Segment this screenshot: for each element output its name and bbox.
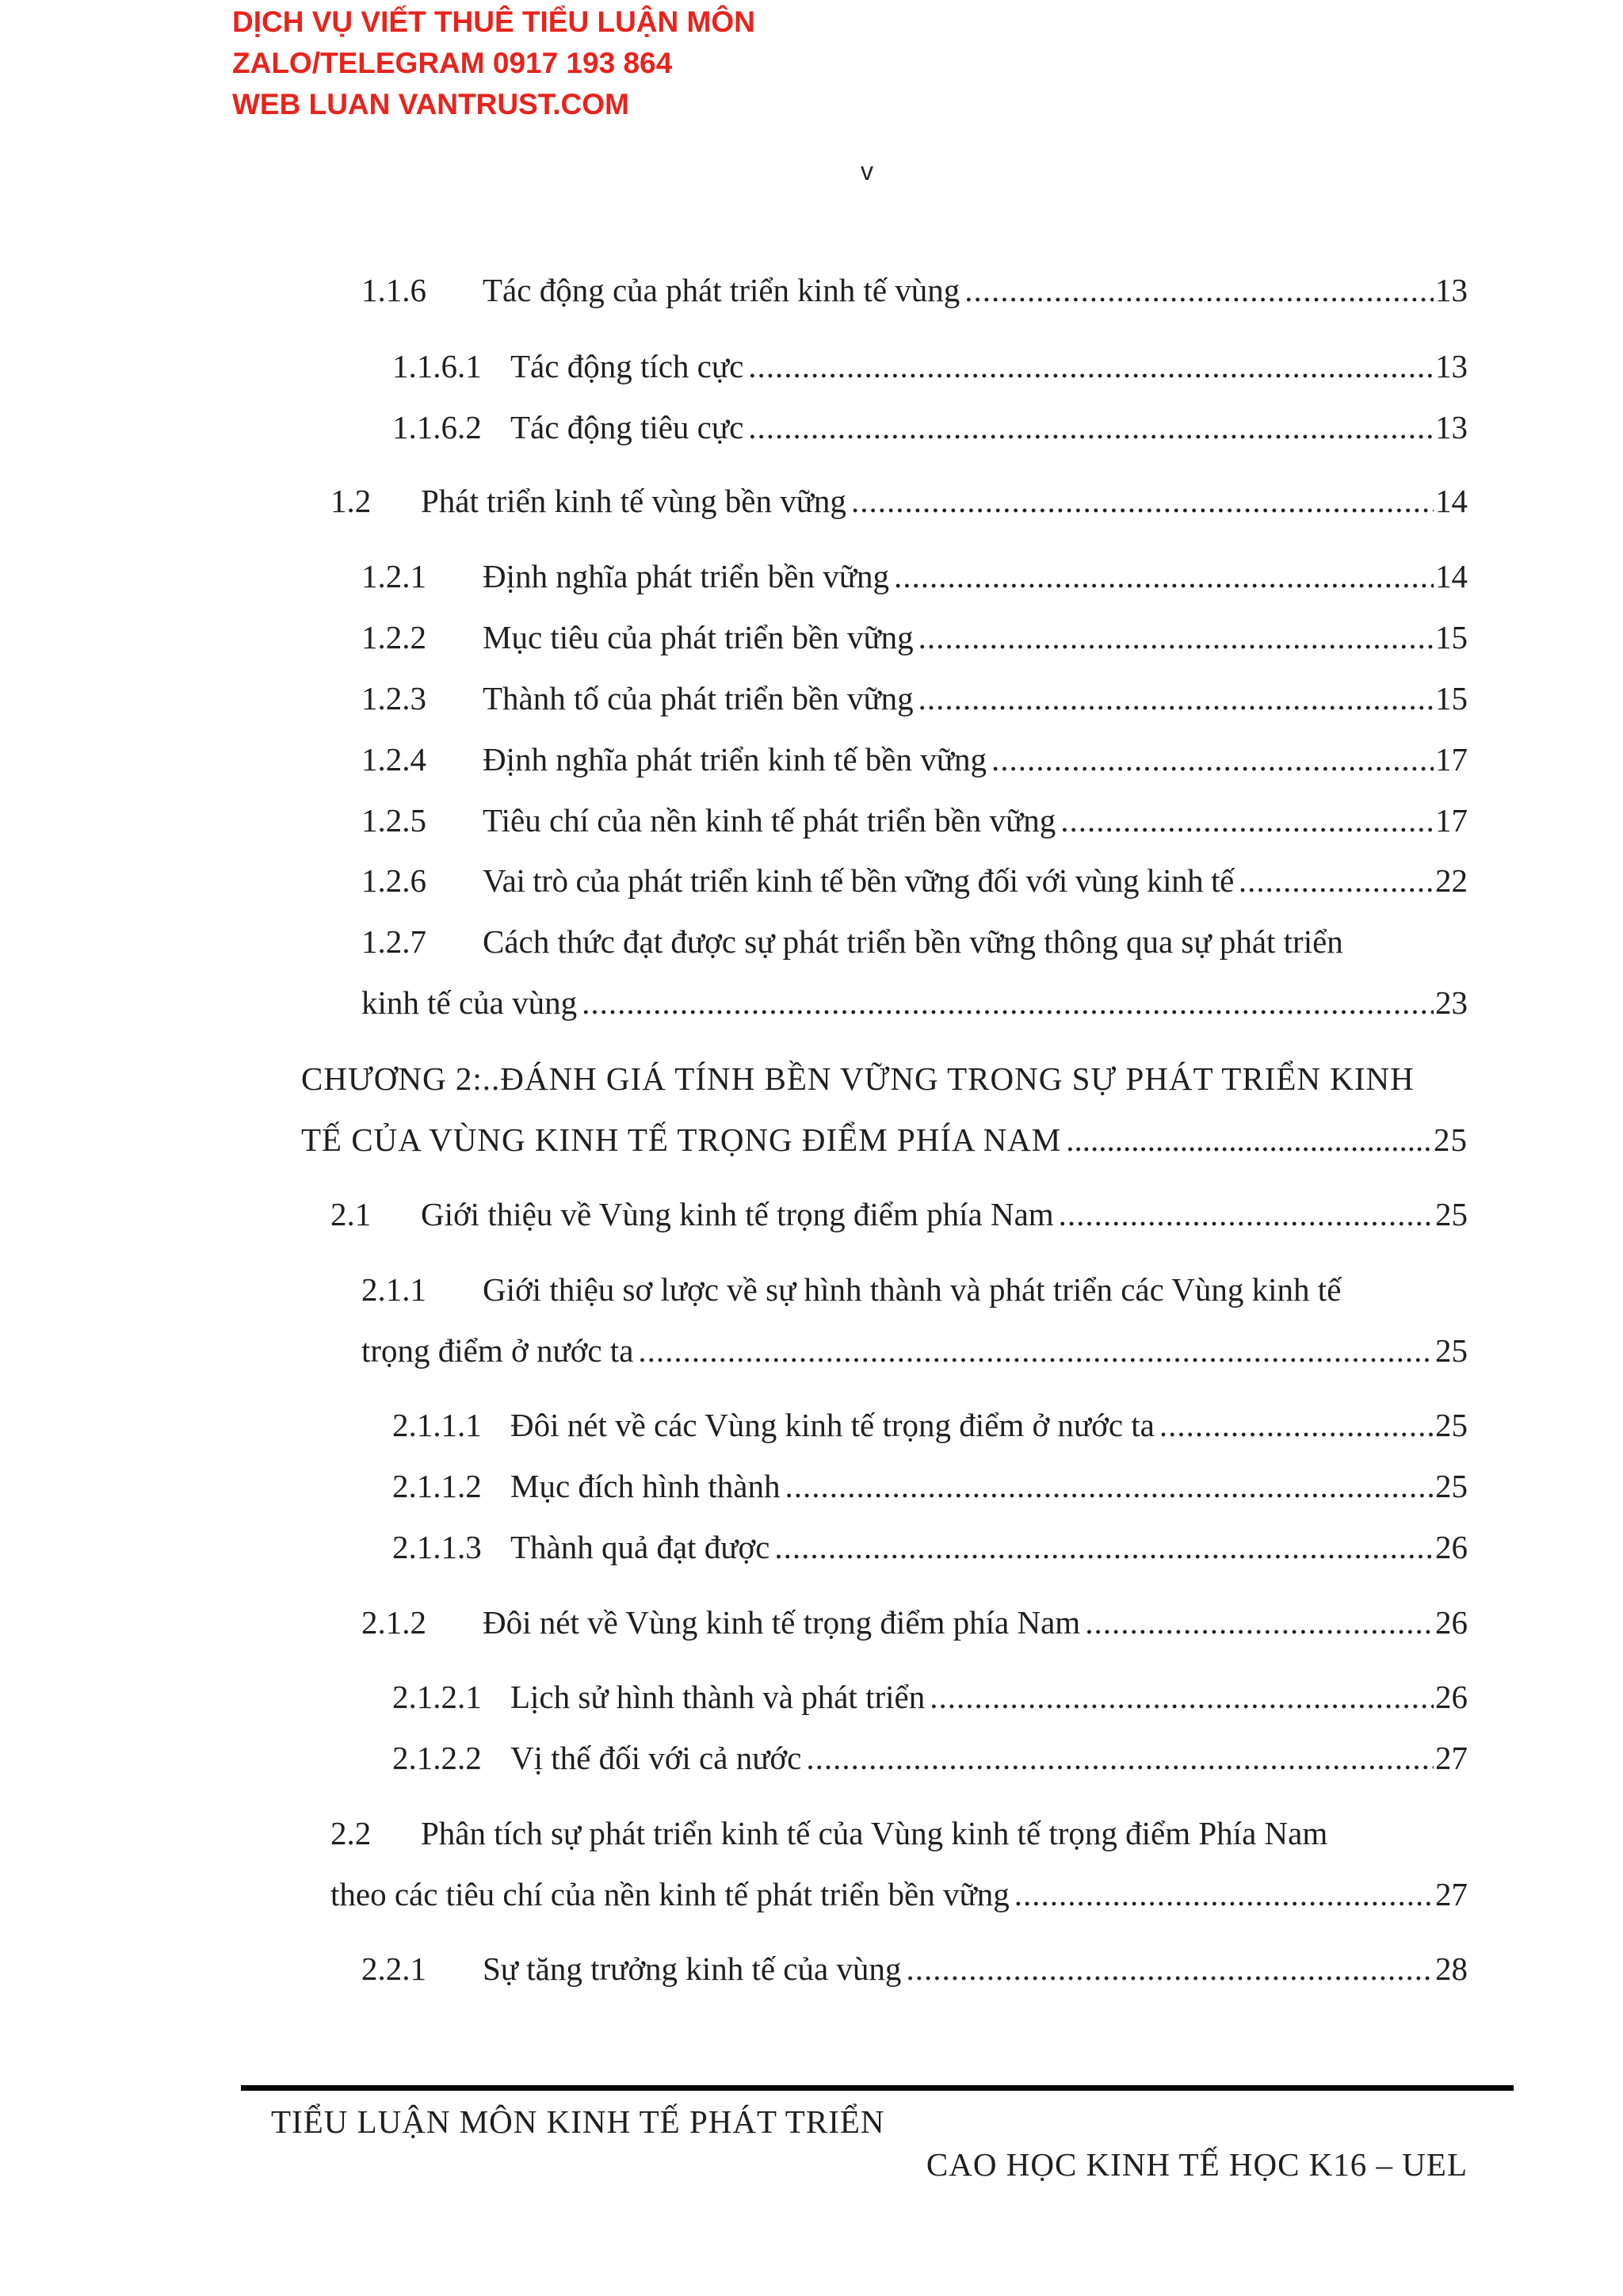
toc-number: 1.2.3 (361, 680, 426, 716)
toc-leader (806, 1742, 1434, 1775)
toc-entry-1-2-4[interactable] (361, 743, 1468, 776)
toc-number: 1.2.7 (361, 923, 426, 960)
toc-number: 1.1.6.2 (392, 409, 482, 445)
toc-entry-1-2-2[interactable] (361, 621, 1468, 654)
toc-number: 1.2.4 (361, 741, 426, 777)
toc-leader (1059, 1198, 1434, 1231)
toc-leader (774, 1531, 1434, 1564)
watermark-line-3: WEB LUAN VANTRUST.COM (232, 88, 629, 120)
toc-entry-2-1-1-3[interactable] (392, 1531, 1468, 1564)
toc-entry-2-2-1[interactable] (361, 1950, 1468, 1987)
toc-leader (906, 1953, 1434, 1985)
footer-rule (241, 2085, 1514, 2091)
watermark (232, 2, 755, 125)
toc-leader (964, 274, 1434, 307)
toc-title: Đôi nét về Vùng kinh tế trọng điểm phía Nam (483, 1604, 1081, 1641)
toc-page: 13 (1435, 409, 1468, 445)
watermark-line-1: DỊCH VỤ VIẾT THUÊ TIỂU LUẬN MÔN (232, 6, 755, 38)
toc-title-continued: theo các tiêu chí của nền kinh tế phát triển bền vững (330, 1876, 1010, 1912)
toc-title: Mục tiêu của phát triển bền vững (483, 619, 914, 655)
toc-page: 14 (1435, 483, 1468, 519)
toc-page: 28 (1435, 1950, 1468, 1987)
toc-page: 25 (1434, 1121, 1468, 1158)
toc-title: Đôi nét về các Vùng kinh tế trọng điểm ở nước ta (510, 1407, 1155, 1443)
toc-title: Tiêu chí của nền kinh tế phát triển bền vững (483, 802, 1056, 839)
toc-leader (1159, 1409, 1434, 1442)
toc-entry-1-2-7-line-2[interactable] (361, 984, 1468, 1021)
toc-entry-1-2-1[interactable] (361, 560, 1468, 593)
toc-leader (1085, 1606, 1434, 1639)
toc-entry-2-1-2-2[interactable] (392, 1742, 1468, 1775)
toc-leader (918, 682, 1434, 715)
toc-entry-1-1-6-2[interactable] (392, 411, 1468, 444)
toc-number: 2.1.1.3 (392, 1529, 482, 1565)
toc-title-continued: kinh tế của vùng (361, 984, 578, 1021)
toc-page: 17 (1435, 741, 1468, 777)
toc-number: 1.1.6 (361, 272, 426, 308)
toc-number: 1.2.5 (361, 802, 426, 839)
toc-title: Định nghĩa phát triển kinh tế bền vững (483, 741, 987, 777)
toc-entry-1-2-7-line-1[interactable] (361, 923, 1343, 960)
toc-entry-2-2-line-1[interactable] (330, 1817, 1327, 1850)
toc-page: 27 (1435, 1740, 1468, 1776)
toc-number: 2.2 (330, 1815, 372, 1851)
toc-title: Định nghĩa phát triển bền vững (483, 558, 889, 594)
toc-entry-2-1-1-2[interactable] (392, 1470, 1468, 1503)
toc-number: 2.1 (330, 1196, 372, 1232)
toc-page: 15 (1435, 680, 1468, 716)
toc-title: Phát triển kinh tế vùng bền vững (421, 483, 846, 519)
toc-title: ..ĐÁNH GIÁ TÍNH BỀN VỮNG TRONG SỰ PHÁT TRIỂN KINH (482, 1060, 1415, 1097)
toc-entry-2-1-2-1[interactable] (392, 1681, 1468, 1713)
toc-number: 2.1.2.1 (392, 1679, 482, 1715)
toc-page: 26 (1435, 1679, 1468, 1715)
toc-entry-2-1-1-1[interactable] (392, 1409, 1468, 1442)
toc-entry-2-1[interactable] (330, 1198, 1468, 1231)
toc-title-continued: trọng điểm ở nước ta (361, 1332, 634, 1369)
toc-page: 14 (1435, 558, 1468, 594)
toc-leader (930, 1681, 1434, 1713)
toc-chapter-number: CHƯƠNG 2: (301, 1060, 483, 1097)
toc-leader (851, 485, 1434, 518)
watermark-line-2: ZALO/TELEGRAM 0917 193 864 (232, 47, 673, 79)
toc-page: 23 (1435, 984, 1468, 1021)
toc-title: Thành tố của phát triển bền vững (483, 680, 914, 716)
toc-page: 22 (1435, 862, 1468, 899)
toc-number: 1.1.6.1 (392, 348, 482, 384)
toc-entry-1-1-6[interactable] (361, 274, 1468, 307)
toc-title: Mục đích hình thành (510, 1468, 781, 1504)
toc-title: Phân tích sự phát triển kinh tế của Vùng kinh tế trọng điểm Phía Nam (421, 1815, 1328, 1851)
toc-number: 2.1.1.2 (392, 1468, 482, 1504)
toc-entry-2-1-1-line-2[interactable] (361, 1332, 1468, 1369)
toc-number: 2.1.2 (361, 1604, 426, 1641)
footer-program: CAO HỌC KINH TẾ HỌC K16 – UEL (926, 2146, 1468, 2183)
toc-leader (748, 350, 1434, 383)
toc-title: Giới thiệu về Vùng kinh tế trọng điểm phía Nam (421, 1196, 1054, 1232)
toc-title-continued: TẾ CỦA VÙNG KINH TẾ TRỌNG ĐIỂM PHÍA NAM (301, 1121, 1062, 1158)
toc-page: 25 (1435, 1468, 1468, 1504)
toc-leader (918, 621, 1434, 654)
toc-leader (894, 560, 1434, 593)
toc-number: 2.1.1.1 (392, 1407, 482, 1443)
toc-page: 13 (1435, 272, 1468, 308)
toc-number: 1.2.2 (361, 619, 426, 655)
toc-title: Cách thức đạt được sự phát triển bền vững thông qua sự phát triển (483, 923, 1343, 960)
toc-leader (582, 987, 1434, 1019)
footer-course-title: TIỂU LUẬN MÔN KINH TẾ PHÁT TRIỂN (271, 2103, 885, 2140)
toc-page: 25 (1435, 1196, 1468, 1232)
toc-leader (1060, 804, 1434, 837)
toc-page: 25 (1435, 1332, 1468, 1369)
toc-entry-1-2-3[interactable] (361, 682, 1468, 715)
toc-leader (991, 743, 1434, 776)
toc-leader (638, 1335, 1434, 1367)
toc-entry-1-2[interactable] (330, 485, 1468, 518)
toc-title: Sự tăng trưởng kinh tế của vùng (483, 1950, 902, 1987)
toc-title: Tác động tiêu cực (510, 409, 744, 445)
toc-leader (1066, 1124, 1432, 1156)
toc-chapter-2-line-1[interactable] (301, 1060, 1415, 1097)
toc-title: Giới thiệu sơ lược về sự hình thành và phát triển các Vùng kinh tế (483, 1271, 1342, 1308)
toc-page: 25 (1435, 1407, 1468, 1443)
toc-entry-2-1-2[interactable] (361, 1606, 1468, 1639)
toc-number: 2.1.1 (361, 1271, 426, 1308)
toc-entry-1-2-6[interactable] (361, 862, 1468, 899)
toc-leader (1014, 1878, 1434, 1911)
toc-number: 1.2.6 (361, 862, 426, 899)
toc-title: Thành quả đạt được (510, 1529, 770, 1565)
toc-entry-1-1-6-1[interactable] (392, 350, 1468, 383)
page-number: v (861, 157, 873, 185)
toc-page: 15 (1435, 619, 1468, 655)
toc-entry-2-1-1-line-1[interactable] (361, 1271, 1342, 1308)
toc-title: Lịch sử hình thành và phát triển (510, 1679, 926, 1715)
toc-number: 2.1.2.2 (392, 1740, 482, 1776)
toc-page: 17 (1435, 802, 1468, 839)
toc-number: 1.2 (330, 483, 372, 519)
toc-title: Vị thế đối với cả nước (510, 1740, 802, 1776)
toc-number: 1.2.1 (361, 558, 426, 594)
toc-page: 26 (1435, 1529, 1468, 1565)
toc-leader (1239, 865, 1434, 897)
toc-entry-1-2-5[interactable] (361, 804, 1468, 837)
toc-title: Tác động tích cực (510, 348, 744, 384)
toc-entry-2-2-line-2[interactable] (330, 1878, 1468, 1911)
toc-number: 2.2.1 (361, 1950, 426, 1987)
toc-chapter-2-line-2[interactable] (301, 1121, 1468, 1158)
toc-page: 26 (1435, 1604, 1468, 1641)
toc-title: Vai trò của phát triển kinh tế bền vững đối với vùng kinh tế (483, 862, 1234, 899)
toc-page: 13 (1435, 348, 1468, 384)
toc-leader (785, 1470, 1434, 1503)
toc-page: 27 (1435, 1876, 1468, 1912)
toc-title: Tác động của phát triển kinh tế vùng (483, 272, 960, 308)
toc-leader (748, 411, 1434, 444)
